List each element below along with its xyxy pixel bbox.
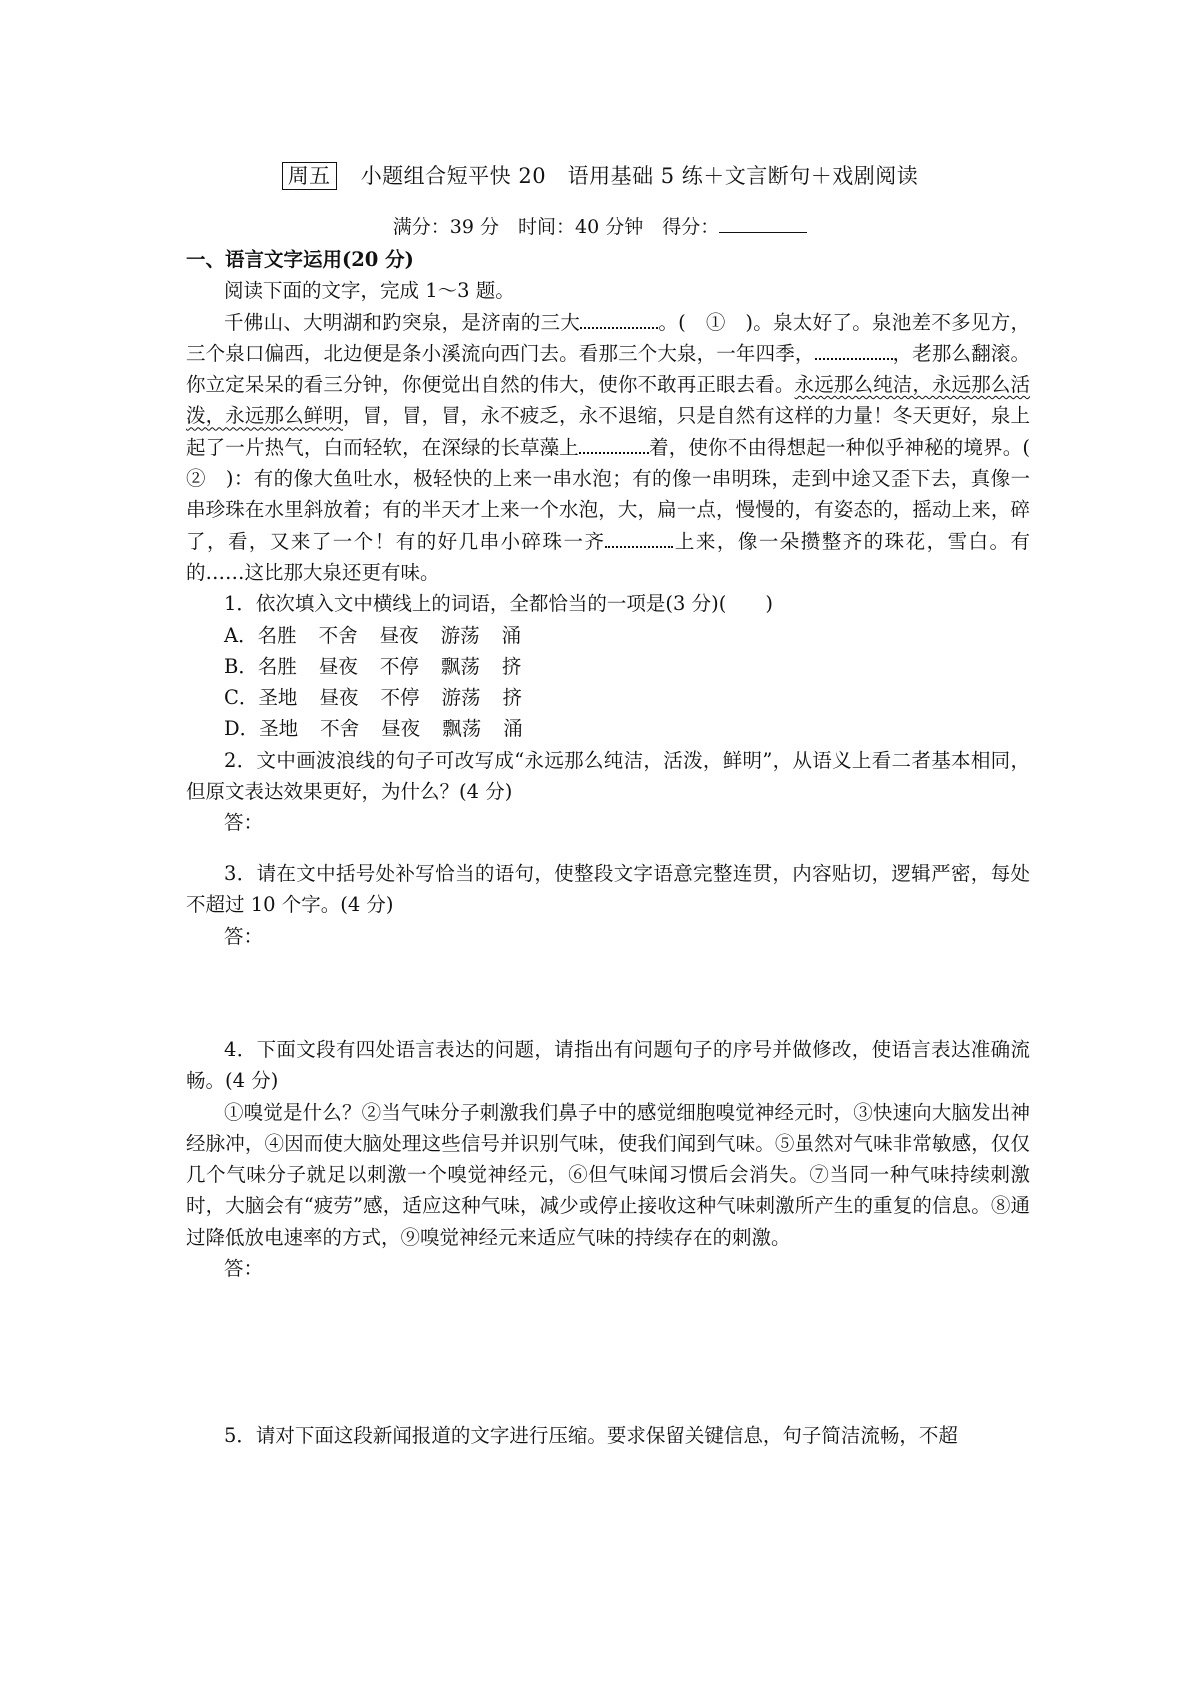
passage-part: 上来，像一朵攒整齐的珠花，雪白。有的……这比那大泉还更有味。 — [186, 529, 1030, 584]
question-2-answer-label: 答： — [224, 811, 264, 835]
option-word: 不舍 — [318, 623, 358, 647]
option-word: 不舍 — [320, 717, 360, 741]
question-1-options — [186, 620, 1030, 745]
question-3-answer-label: 答： — [224, 924, 264, 948]
wavy-underlined-sentence: 永远那么纯洁，永远那么活泼，永远那么鲜明 — [186, 373, 1030, 428]
question-4-stem: 4．下面文段有四处语言表达的问题，请指出有问题句子的序号并做修改，使语言表达准确流畅。(4 分) — [186, 1038, 1030, 1093]
option-word: 游荡 — [441, 686, 481, 710]
question-5 — [186, 1420, 1030, 1451]
question-3-stem: 3．请在文中括号处补写恰当的语句，使整段文字语意完整连贯，内容贴切，逻辑严密，每处不超过 10 个字。(4 分) — [186, 862, 1030, 917]
option-word: 飘荡 — [442, 717, 482, 741]
question-1-option — [186, 651, 1030, 682]
section-heading: 一、语言文字运用(20 分) — [186, 248, 414, 271]
fill-blank-4 — [605, 528, 673, 548]
option-word: 不停 — [380, 686, 420, 710]
option-word: 昼夜 — [318, 654, 358, 678]
option-label: C． — [224, 686, 259, 710]
option-word: 名胜 — [257, 623, 297, 647]
score-line — [0, 212, 1200, 239]
option-word: 涌 — [501, 623, 522, 647]
passage-part: 。( ① )。泉太好了。泉池差不多见方，三个泉口偏西，北边便是条小溪流向西门去。看那三个大泉，一年四季， — [186, 310, 1030, 365]
option-word: 昼夜 — [381, 717, 421, 741]
option-word: 游荡 — [440, 623, 480, 647]
option-label: B． — [224, 654, 258, 678]
fill-blank-1 — [580, 309, 658, 329]
question-2-stem: 2．文中画波浪线的句子可改写成“永远那么纯洁，活泼，鲜明”，从语义上看二者基本相同，但原文表达效果更好，为什么？(4 分) — [186, 748, 1030, 804]
weekday-tag: 周五 — [282, 162, 337, 190]
option-word: 圣地 — [259, 717, 299, 741]
option-word: 挤 — [501, 654, 522, 678]
option-word: 挤 — [502, 686, 522, 710]
score-blank[interactable] — [719, 214, 807, 233]
question-4-passage: ①嗅觉是什么？②当气味分子刺激我们鼻子中的感觉细胞嗅觉神经元时，③快速向大脑发出神经脉冲，④因而使大脑处理这些信号并识别气味，使我们闻到气味。⑤虽然对气味非常敏感，仅仅几个气味分子就足以刺激一个嗅觉神经元，⑥但气味闻习惯后会消失。⑦当同一种气味持续刺激时，大脑会有“疲劳”感，适应这种气味，减少或停止接收这种气味刺激所产生的重复的信息。⑧通过降低放电速率的方式，⑨嗅觉神经元来适应气味的持续存在的刺激。 — [186, 1100, 1030, 1249]
question-1-option — [186, 620, 1030, 651]
instruction: 阅读下面的文字，完成 1～3 题。 — [224, 279, 515, 303]
option-word: 涌 — [503, 717, 523, 741]
question-1-option — [186, 682, 1030, 713]
reading-passage — [186, 307, 1050, 589]
option-label: D． — [224, 717, 260, 741]
option-word: 昼夜 — [319, 686, 359, 710]
passage-part: ，老那么翻滚。你立定呆呆的看三分钟，你便觉出自然的伟大，使你不敢再正眼去看。 — [186, 341, 1030, 397]
section-1 — [186, 244, 1050, 839]
question-1-option — [186, 713, 1030, 744]
option-word: 昼夜 — [379, 623, 419, 647]
passage-part: ，冒，冒，冒，永不疲乏，永不退缩，只是自然有这样的力量！冬天更好，泉上起了一片热气，白而轻软，在深绿的长草藻上 — [186, 404, 1030, 459]
option-word: 飘荡 — [440, 654, 480, 678]
option-word: 圣地 — [258, 686, 298, 710]
fill-blank-2 — [815, 340, 893, 360]
title-text: 小题组合短平快 20 语用基础 5 练＋文言断句＋戏剧阅读 — [360, 164, 919, 188]
page-title — [0, 160, 1200, 190]
question-1-stem: 1．依次填入文中横线上的词语，全都恰当的一项是(3 分)( ) — [224, 592, 773, 616]
passage-part: 千佛山、大明湖和趵突泉，是济南的三大 — [224, 310, 581, 334]
score-text: 满分：39 分 时间：40 分钟 得分： — [392, 216, 720, 238]
question-4-answer-label: 答： — [224, 1257, 264, 1281]
question-5-stem: 5．请对下面这段新闻报道的文字进行压缩。要求保留关键信息，句子简洁流畅，不超 — [224, 1424, 958, 1447]
option-label: A． — [224, 623, 258, 647]
passage-part: 着，使你不由得想起一种似乎神秘的境界。( ② )：有的像大鱼吐水，极轻快的上来一串水泡；有的像一串明珠，走到中途又歪下去，真像一串珍珠在水里斜放着；有的半天才上来一个水泡，大，扁一点，慢慢的，有姿态的，摇动上来，碎了，看，又来了一个！有的好几串小碎珠一齐 — [186, 435, 1050, 553]
option-word: 不停 — [379, 654, 419, 678]
question-3 — [186, 858, 1030, 952]
fill-blank-3 — [579, 434, 649, 454]
option-word: 名胜 — [257, 654, 297, 678]
question-4 — [186, 1034, 1030, 1284]
